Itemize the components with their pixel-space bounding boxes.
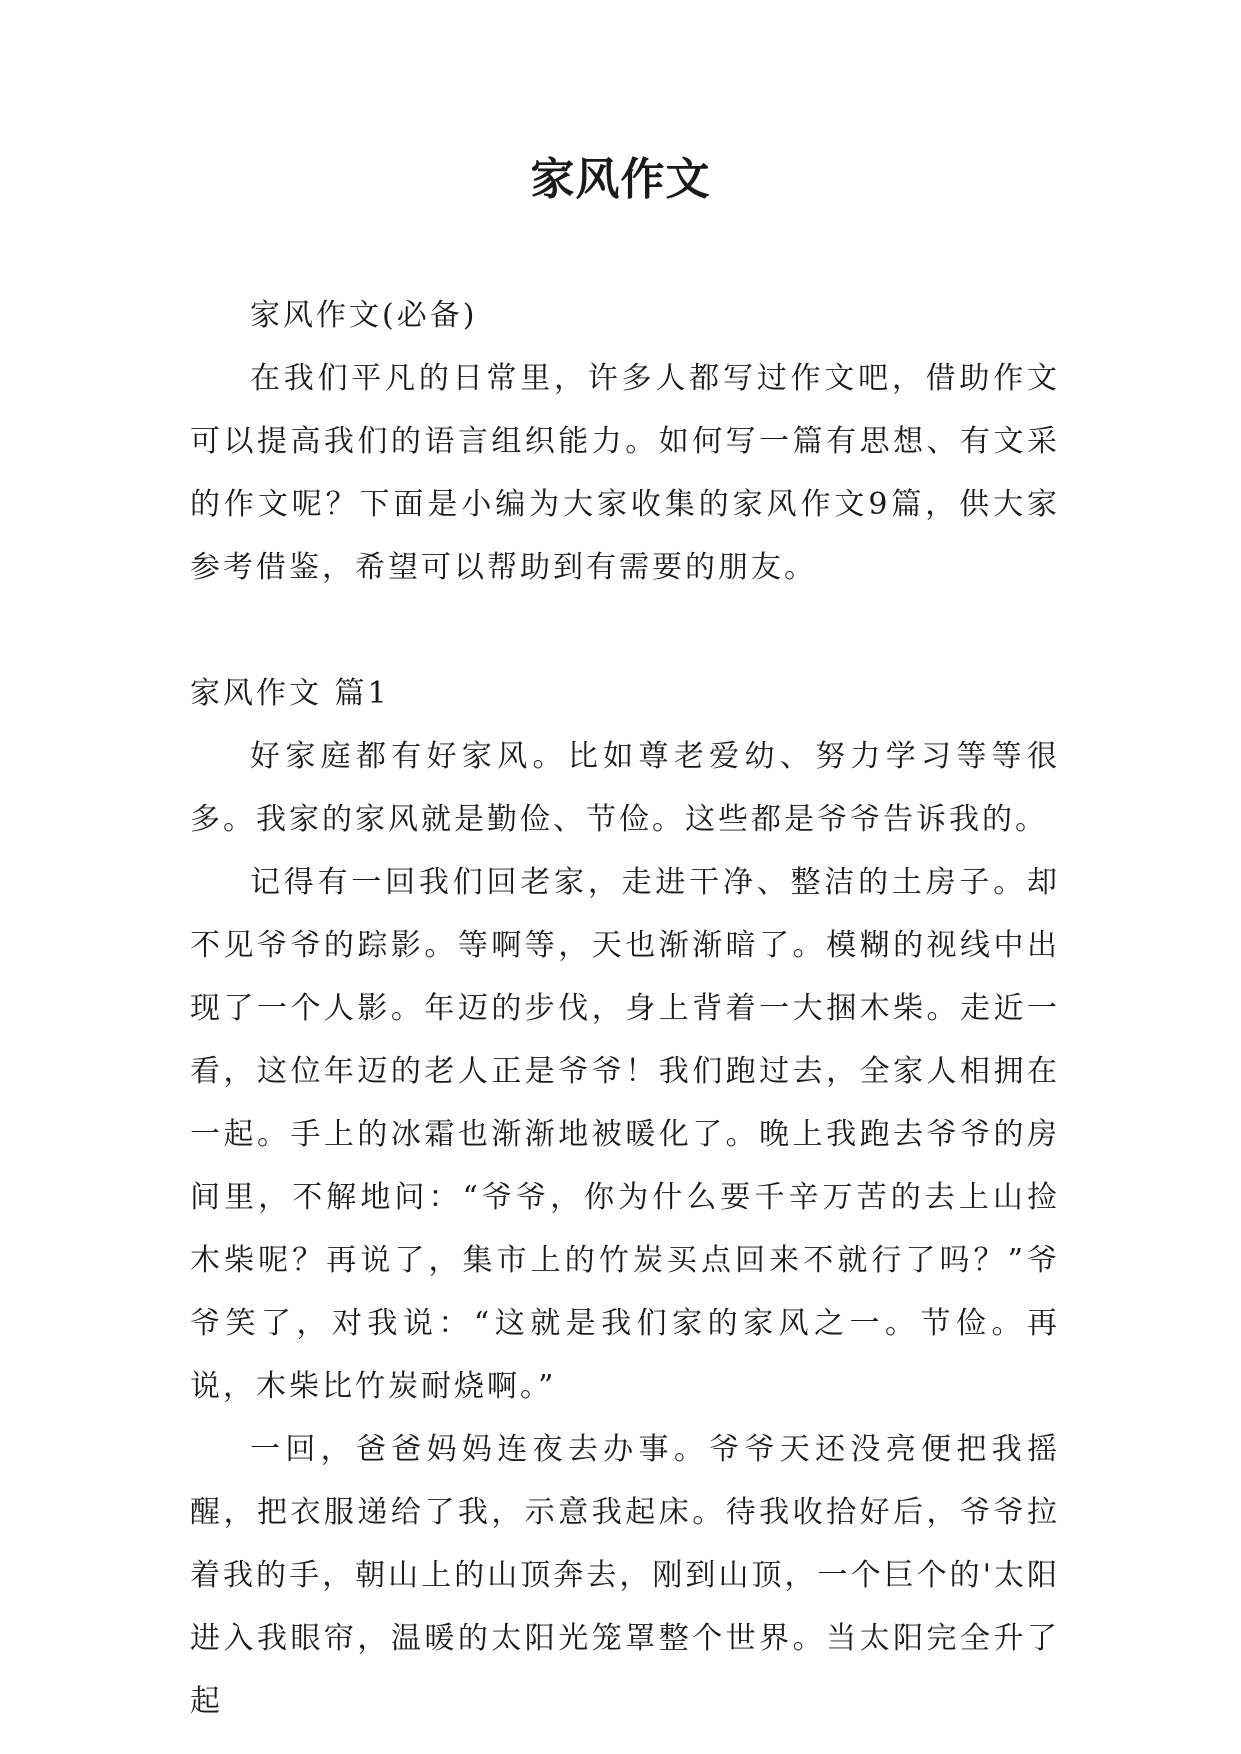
document-body <box>190 284 1060 1733</box>
section-spacer <box>190 599 1060 662</box>
section-heading: 家风作文 篇1 <box>190 676 390 711</box>
body-paragraph: 记得有一回我们回老家，走进干净、整洁的土房子。却不见爷爷的踪影。等啊等，天也渐渐暗了。模糊的视线中出现了一个人影。年迈的步伐，身上背着一大捆木柴。走近一看，这位年迈的老人正是爷爷！我们跑过去，全家人相拥在一起。手上的冰霜也渐渐地被暖化了。晚上我跑去爷爷的房间里，不解地问：“爷爷，你为什么要千辛万苦的去上山捡木柴呢？再说了，集市上的竹炭买点回来不就行了吗？”爷爷笑了，对我说：“这就是我们家的家风之一。节俭。再说，木柴比竹炭耐烧啊。” <box>190 865 1060 1404</box>
body-paragraph: 好家庭都有好家风。比如尊老爱幼、努力学习等等很多。我家的家风就是勤俭、节俭。这些都是爷爷告诉我的。 <box>190 739 1060 837</box>
document-subtitle: 家风作文(必备) <box>250 298 478 333</box>
intro-paragraph: 在我们平凡的日常里，许多人都写过作文吧，借助作文可以提高我们的语言组织能力。如何写一篇有思想、有文采的作文呢？下面是小编为大家收集的家风作文9篇，供大家参考借鉴，希望可以帮助到有需要的朋友。 <box>190 361 1060 585</box>
body-paragraph: 一回，爸爸妈妈连夜去办事。爷爷天还没亮便把我摇醒，把衣服递给了我，示意我起床。待我收拾好后，爷爷拉着我的手，朝山上的山顶奔去，刚到山顶，一个巨个的'太阳进入我眼帘，温暖的太阳光笼罩整个世界。当太阳完全升了起 <box>190 1432 1060 1719</box>
document-title: 家风作文 <box>530 154 711 205</box>
